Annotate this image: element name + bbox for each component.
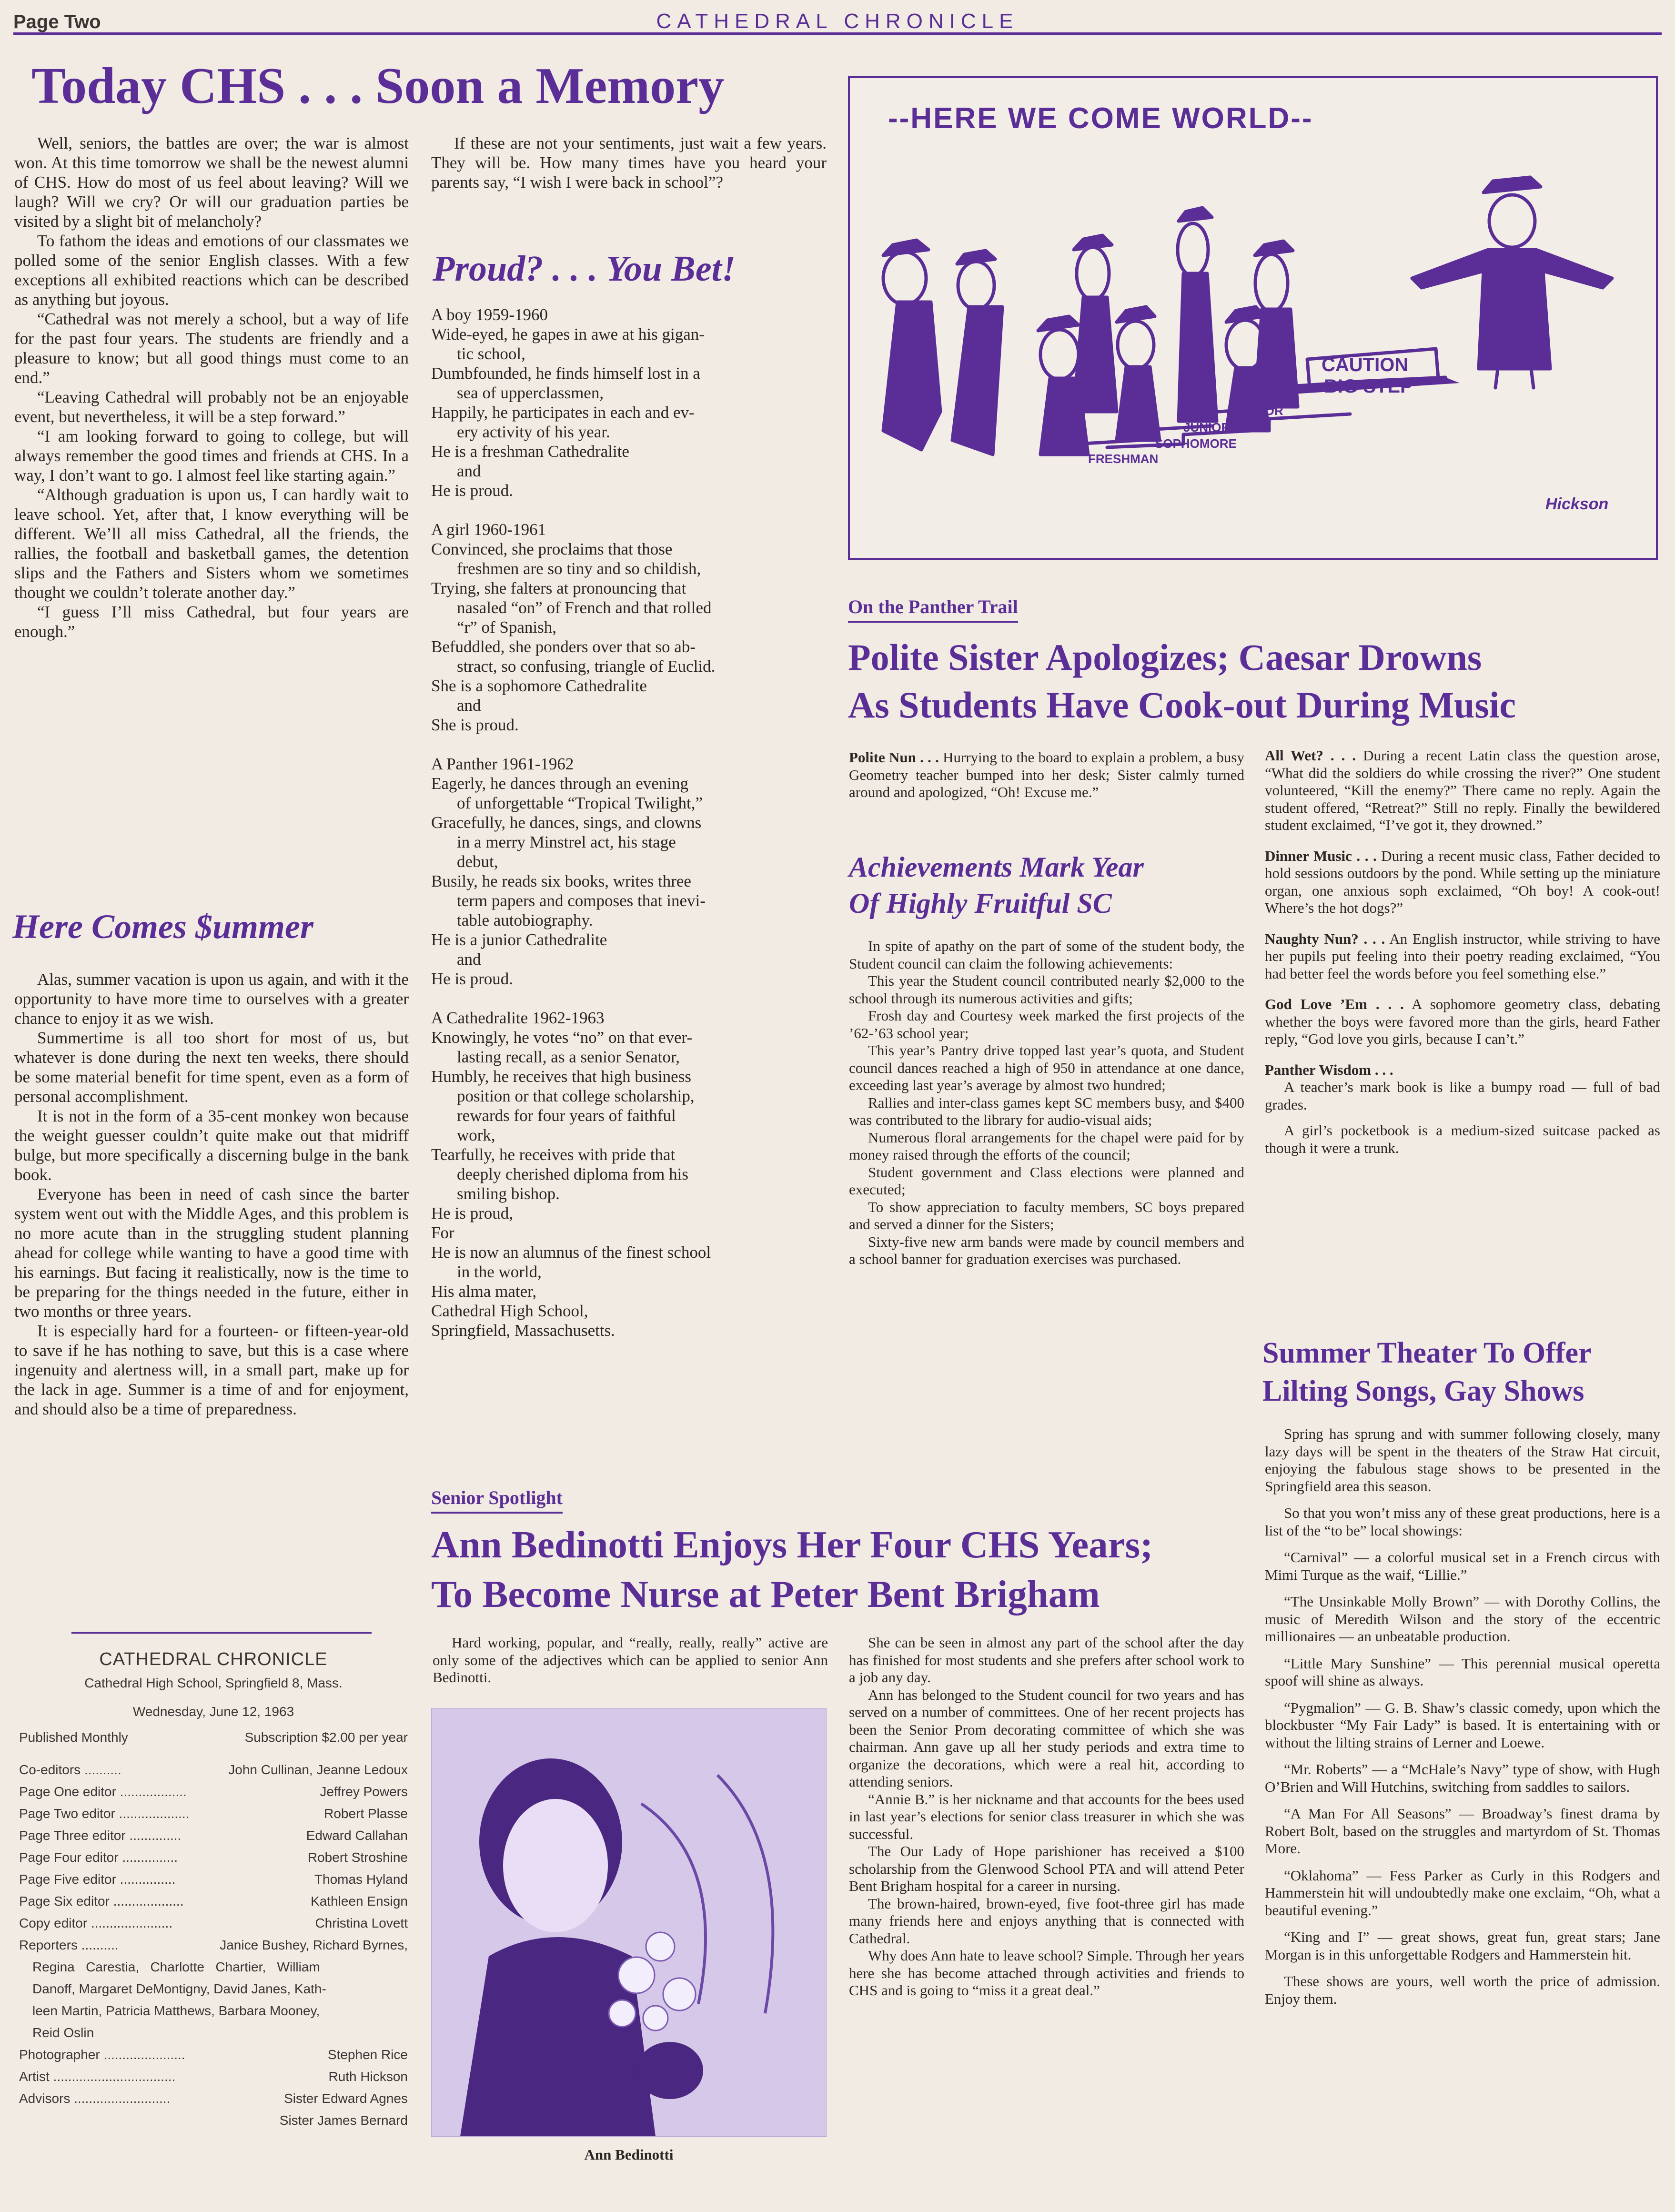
reporters-line: Janice Bushey, Richard Byrnes,: [220, 1938, 408, 1952]
staff-list: [19, 1759, 408, 1934]
poem-line: of unforgettable “Tropical Twilight,”: [457, 794, 703, 812]
stanza-heading: A boy 1959-1960: [431, 305, 548, 324]
poem-line: He is a freshman Cathedralite: [431, 442, 629, 461]
stanza-heading: A Panther 1961-1962: [431, 755, 574, 773]
panther-item-lead: All Wet? . . .: [1265, 747, 1356, 764]
masthead-pub-row: [19, 1727, 408, 1748]
advisor-second: Sister James Bernard: [279, 2113, 408, 2128]
panther-item-lead: Naughty Nun? . . .: [1265, 930, 1385, 947]
theater-paragraph: “Pygmalion” — G. B. Shaw’s classic comedy, upon which the blockbuster “My Fair Lady” is based. It is entertaining with or without the lilting strains of Lerner and Loewe.: [1265, 1699, 1660, 1751]
artist-signature: Hickson: [1545, 495, 1609, 513]
poem-line: smiling bishop.: [457, 1184, 560, 1203]
sc-article: [849, 938, 1244, 1268]
stanza-gap: [431, 989, 827, 1008]
poem-line: stract, so confusing, triangle of Euclid.: [457, 657, 716, 676]
staff-role: Copy editor ......................: [19, 1916, 173, 1930]
cartoon-panel: [848, 76, 1658, 560]
poem-line: rewards for four years of faithful: [457, 1106, 676, 1125]
staff-role: Advisors ..........................: [19, 2091, 171, 2106]
sc-headline: [849, 849, 1244, 921]
lead-paragraph: “I am looking forward to going to college, but will always remember the good times and friends at CHS. In a way, I don’t want to go. I almost feel like starting again.”: [14, 427, 409, 485]
panther-item-lead: Panther Wisdom . . .: [1265, 1061, 1393, 1078]
theater-paragraph: “Mr. Roberts” — a “McHale’s Navy” type of show, with Hugh O’Brien and Will Hutchins, switching from saddles to sailors.: [1265, 1761, 1660, 1795]
poem-line: work,: [457, 1126, 495, 1144]
step-freshman: FRESHMAN: [1088, 452, 1159, 466]
sc-paragraph: This year the Student council contributed nearly $2,000 to the school through its numerous activities and gifts;: [849, 972, 1244, 1007]
caution-sign: CAUTION: [1322, 354, 1409, 375]
reporters-label: Reporters ..........: [19, 1938, 119, 1952]
poem-line: table autobiography.: [457, 911, 593, 929]
panther-headline-line2: As Students Have Cook-out During Music: [848, 684, 1516, 726]
poem-line: debut,: [457, 852, 498, 871]
reporters-list: [19, 1956, 408, 2044]
poem-line: Convinced, she proclaims that those: [431, 540, 673, 558]
panther-headline: [848, 634, 1663, 729]
masthead: [19, 1648, 408, 2131]
poem-line: deeply cherished diploma from his: [457, 1165, 688, 1183]
staff-row: [19, 1912, 408, 1934]
masthead-subscription: Subscription $2.00 per year: [244, 1730, 408, 1745]
staff-row: [19, 1847, 408, 1869]
staff-name: Robert Plasse: [324, 1806, 408, 1821]
theater-paragraph: “A Man For All Seasons” — Broadway’s finest drama by Robert Bolt, based on the struggles and martyrdom of St. Thomas More.: [1265, 1805, 1660, 1857]
lead-paragraph: To fathom the ideas and emotions of our classmates we polled some of the senior English classes. With a few exceptions all exhibited reactions which can be described as anything but joyous.: [14, 232, 409, 309]
panther-item: [1265, 1061, 1660, 1079]
summer-article: [14, 970, 409, 1419]
cartoon-caption: --HERE WE COME WORLD--: [888, 102, 1313, 135]
staff-role: Photographer ......................: [19, 2047, 185, 2062]
spotlight-intro: [433, 1634, 828, 1687]
spotlight-kicker: Senior Spotlight: [431, 1486, 563, 1514]
panther-item-lead: Dinner Music . . .: [1265, 847, 1377, 864]
theater-headline-line2: Lilting Songs, Gay Shows: [1262, 1375, 1584, 1407]
theater-paragraph: “Oklahoma” — Fess Parker as Curly in this Rodgers and Hammerstein hit will undoubtedly make one exclaim, “Oh, what a beautiful evening.”: [1265, 1867, 1660, 1919]
panther-item-text: During a recent music class, Father decided to hold sessions outdoors by the pond. While setting up the miniature organ, one anxious soph exclaimed, “Oh boy! A cook-out! Where’s the hot dogs?”: [1265, 847, 1660, 916]
proud-headline: Proud? . . . You Bet!: [433, 249, 736, 289]
staff-row: [19, 1869, 408, 1890]
poem-line: sea of upperclassmen,: [457, 384, 604, 402]
panther-wisdom-line: A teacher’s mark book is like a bumpy road — full of bad grades.: [1265, 1079, 1660, 1113]
photo-caption: Ann Bedinotti: [584, 2146, 674, 2163]
poem-line: He is a junior Cathedralite: [431, 930, 607, 949]
theater-paragraph: These shows are yours, well worth the price of admission. Enjoy them.: [1265, 1973, 1660, 2007]
staff-name: Sister Edward Agnes: [284, 2091, 408, 2106]
panther-item-lead: Polite Nun . . .: [849, 749, 939, 766]
theater-paragraph: Spring has sprung and with summer following closely, many lazy days will be spent in the theaters of the Straw Hat circuit, enjoying the fabulous stage shows to be presented in the Springfield area this season.: [1265, 1425, 1660, 1495]
portrait-illustration: [432, 1708, 826, 2136]
masthead-name: CATHEDRAL CHRONICLE: [99, 1649, 328, 1669]
stanza-heading: A Cathedralite 1962-1963: [431, 1009, 605, 1027]
staff-row: [19, 2044, 408, 2066]
step-junior: JUNIOR: [1183, 420, 1231, 434]
summer-paragraph: Everyone has been in need of cash since the barter system went out with the Middle Ages, and this problem is no more acute than in the struggling student planning ahead for college while wanting to have a good time with his earnings. But facing it realistically, now is the time to be preparing for the things needed in the future, either in two months or three years.: [14, 1185, 409, 1321]
masthead-address: Cathedral High School, Springfield 8, Mass.: [84, 1676, 343, 1690]
staff-role: Page Four editor ...............: [19, 1850, 178, 1865]
masthead-rule: [71, 1632, 372, 1634]
lead-paragraph: If these are not your sentiments, just wait a few years. They will be. How many times have you heard your parents say, “I wish I were back in school”?: [431, 134, 827, 192]
sc-headline-line1: Achievements Mark Year: [849, 851, 1144, 883]
poem-line: “r” of Spanish,: [457, 618, 556, 636]
panther-left: [849, 749, 1244, 801]
staff-name: Christina Lovett: [315, 1916, 408, 1930]
poem-line: He is now an alumnus of the finest school: [431, 1243, 711, 1262]
staff-name: Ruth Hickson: [328, 2069, 408, 2084]
reporters-line: Danoff, Margaret DeMontigny, David Janes, Kath-: [32, 1981, 326, 1996]
poem-line: Happily, he participates in each and ev-: [431, 403, 695, 422]
poem-line: Trying, she falters at pronouncing that: [431, 579, 686, 597]
spotlight-paragraph: The brown-haired, brown-eyed, five foot-three girl has made many friends here and enjoys anything that is connected with Cathedral.: [849, 1895, 1244, 1947]
panther-item-text: During a recent Latin class the question arose, “What did the soldiers do while crossing the river?” One student volunteered, “Kill the enemy?” There came no reply. Again the student offered, “Retreat?” Still no reply. Finally the bewildered student exclaimed, “I’ve got it, they drowned.”: [1265, 747, 1660, 833]
spotlight-paragraph: Ann has belonged to the Student council for two years and has served on a number of committees. One of her recent projects has been the Senior Prom decorating committee of which she was chairman. Ann gave up all her study periods and extra time to organize the decorations, which were a real hit, according to attending seniors.: [849, 1686, 1244, 1790]
spotlight-intro-text: Hard working, popular, and “really, really, really” active are only some of the adjectives which can be applied to senior Ann Bedinotti.: [433, 1634, 828, 1686]
lead-paragraph: Well, seniors, the battles are over; the war is almost won. At this time tomorrow we shall be the newest alumni of CHS. How do most of us feel about leaving? Will we laugh? Will we cry? Or will our graduation parties be visited by a slight bit of melancholy?: [14, 134, 409, 231]
sc-headline-line2: Of Highly Fruitful SC: [849, 888, 1112, 919]
poem-line: freshmen are so tiny and so childish,: [457, 559, 701, 578]
poem-line: and: [457, 696, 481, 715]
poem-line: Humbly, he receives that high business: [431, 1067, 691, 1086]
poem-line: term papers and composes that inevi-: [457, 891, 706, 910]
theater-paragraph: “Little Mary Sunshine” — This perennial musical operetta spoof will shine as always.: [1265, 1655, 1660, 1689]
panther-kicker-wrap: [848, 596, 1018, 623]
summer-paragraph: It is especially hard for a fourteen- or fifteen-year-old to save if he has nothing to save, but this is a case where ingenuity and alertness will, in a small part, make up for the lack in age. Summer is a time of and for enjoyment, and should also be a time of preparedness.: [14, 1322, 409, 1418]
staff-role: Page Two editor ...................: [19, 1806, 190, 1821]
page-number: Page Two: [13, 11, 101, 32]
step-sophomore: SOPHOMORE: [1155, 436, 1237, 451]
sc-paragraph: To show appreciation to faculty members, SC boys prepared and served a dinner for the Sisters;: [849, 1198, 1244, 1232]
poem-line: Busily, he reads six books, writes three: [431, 872, 691, 890]
summer-paragraph: Summertime is all too short for most of us, but whatever is done during the next ten weeks, there should be some material benefit for time spent, even as a form of personal accomplishment.: [14, 1029, 409, 1106]
cartoon-illustration: [850, 78, 1656, 558]
theater-paragraph: “The Unsinkable Molly Brown” — with Dorothy Collins, the music of Meredith Wilson and the story of the eccentric millionaires — an unbeatable production.: [1265, 1593, 1660, 1645]
theater-headline: [1262, 1334, 1663, 1410]
sc-paragraph: Student government and Class elections were planned and executed;: [849, 1163, 1244, 1198]
spotlight-paragraph: “Annie B.” is her nickname and that accounts for the bees used in last year’s elections for senior class treasurer in which she was successful.: [849, 1790, 1244, 1842]
theater-headline-line1: Summer Theater To Offer: [1262, 1337, 1592, 1369]
staff-role: Page One editor ..................: [19, 1784, 187, 1799]
poem-line: ery activity of his year.: [457, 423, 610, 441]
masthead-published: Published Monthly: [19, 1730, 128, 1745]
panther-item: [1265, 930, 1660, 983]
panther-wisdom-line: A girl’s pocketbook is a medium-sized suitcase packed as though it were a trunk.: [1265, 1122, 1660, 1156]
poem-line: He is proud.: [431, 481, 514, 500]
newspaper-name: CATHEDRAL CHRONICLE: [656, 10, 1019, 33]
reporters-row: [19, 1934, 408, 1956]
sc-paragraph: Sixty-five new arm bands were made by council members and a school banner for graduation exercises was purchased.: [849, 1233, 1244, 1267]
spotlight-headline: [431, 1520, 1251, 1619]
spotlight-article: [849, 1634, 1244, 2000]
poem-line: Cathedral High School,: [431, 1302, 588, 1320]
reporters-line: Reid Oslin: [32, 2025, 94, 2040]
lead-headline: Today CHS . . . Soon a Memory: [31, 58, 725, 114]
panther-item: [849, 749, 1244, 801]
poem-line: For: [431, 1223, 454, 1242]
poem-line: tic school,: [457, 344, 525, 363]
poem-line: He is proud,: [431, 1204, 514, 1222]
staff-name: Kathleen Ensign: [311, 1894, 408, 1909]
panther-item: [1265, 747, 1660, 834]
staff-name: Stephen Rice: [327, 2047, 408, 2062]
poem-line: Eagerly, he dances through an evening: [431, 774, 689, 793]
stanza-gap: [431, 500, 827, 520]
page-header: [13, 9, 1662, 35]
poem-line: lasting recall, as a senior Senator,: [457, 1048, 680, 1066]
panther-item-text: Hurrying to the board to explain a problem, a busy Geometry teacher bumped into her desk; Sister calmly turned around and apologized, “Oh! Excuse me.”: [849, 749, 1244, 800]
theater-article: [1265, 1425, 1660, 2008]
panther-item-text: An English instructor, while striving to have her pupils put feeling into their poetry reading exclaimed, “You had better feel the words before you feel something else.”: [1265, 930, 1661, 982]
poem-line: nasaled “on” of French and that rolled: [457, 598, 712, 617]
staff-name: John Cullinan, Jeanne Ledoux: [228, 1762, 408, 1777]
spotlight-headline-line1: Ann Bedinotti Enjoys Her Four CHS Years;: [431, 1523, 1153, 1566]
summer-headline: Here Comes $ummer: [12, 908, 313, 946]
sc-paragraph: This year’s Pantry drive topped last year’s quota, and Student council dances reached a high of 950 in attendance at one dance, exceeding last year’s average by almost two hundred;: [849, 1042, 1244, 1093]
poem-line: position or that college scholarship,: [457, 1087, 695, 1105]
staff-name: Thomas Hyland: [314, 1872, 408, 1887]
poem-line: Dumbfounded, he finds himself lost in a: [431, 364, 700, 383]
panther-item: [1265, 848, 1660, 917]
poem-line: and: [457, 950, 481, 969]
spotlight-kicker-wrap: [431, 1486, 563, 1514]
poem-line: She is proud.: [431, 716, 519, 734]
sc-paragraph: Rallies and inter-class games kept SC members busy, and $400 was contributed to the library for audio-visual aids;: [849, 1094, 1244, 1128]
poem-line: Springfield, Massachusetts.: [431, 1321, 615, 1340]
reporters-line: leen Martin, Patricia Matthews, Barbara Mooney,: [32, 2003, 320, 2018]
staff-row: [19, 2066, 408, 2088]
staff-role: Artist .................................: [19, 2069, 176, 2084]
big-step-sign: BIG STEP: [1324, 376, 1413, 397]
staff-name: Robert Stroshine: [307, 1850, 408, 1865]
lead-article-col1: [14, 133, 409, 641]
poem-line: Wide-eyed, he gapes in awe at his gigan-: [431, 325, 705, 343]
staff-row: [19, 1781, 408, 1803]
poem-line: His alma mater,: [431, 1282, 537, 1301]
poem-line: in a merry Minstrel act, his stage: [457, 833, 676, 851]
ann-bedinotti-photo: [431, 1708, 827, 2137]
spotlight-paragraph: She can be seen in almost any part of the school after the day has finished for most students and she prefers after school work to a job any day.: [849, 1634, 1244, 1686]
poem-line: in the world,: [457, 1263, 542, 1281]
sc-paragraph: In spite of apathy on the part of some of the student body, the Student council can claim the following achievements:: [849, 938, 1244, 972]
poem-line: Gracefully, he dances, sings, and clowns: [431, 813, 702, 832]
step-senior: SENIOR: [1236, 404, 1283, 418]
staff-row: [19, 1759, 408, 1781]
panther-item: [1265, 996, 1660, 1048]
summer-paragraph: It is not in the form of a 35-cent monkey won because the weight guesser couldn’t quite make out that midriff bulge, but more specifically a discerning bulge in the bank book.: [14, 1107, 409, 1184]
stanza-heading: A girl 1960-1961: [431, 520, 546, 539]
poem-line: Knowingly, he votes “no” on that ever-: [431, 1028, 693, 1047]
staff-name: Edward Callahan: [306, 1828, 408, 1843]
spotlight-paragraph: The Our Lady of Hope parishioner has received a $100 scholarship from the Glenwood School PTA and will attend Peter Bent Brigham hospital for a career in nursing.: [849, 1843, 1244, 1894]
staff-role: Page Three editor ..............: [19, 1828, 182, 1843]
panther-right: [1265, 747, 1660, 1157]
staff-role: Page Five editor ...............: [19, 1872, 176, 1887]
panther-item-lead: God Love ’Em . . .: [1265, 996, 1404, 1012]
theater-paragraph: “King and I” — great shows, great fun, great stars; Jane Morgan is in this unforgettable Rodgers and Hammerstein hit.: [1265, 1929, 1660, 1963]
poem-line: She is a sophomore Cathedralite: [431, 677, 647, 695]
lead-paragraph: “I guess I’ll miss Cathedral, but four years are enough.”: [14, 603, 409, 641]
spotlight-headline-line2: To Become Nurse at Peter Bent Brigham: [431, 1573, 1100, 1616]
staff-row: [19, 2088, 408, 2110]
staff-list-2: [19, 2044, 408, 2110]
staff-role: Co-editors ..........: [19, 1762, 121, 1777]
summer-paragraph: Alas, summer vacation is upon us again, and with it the opportunity to have more time to ourselves with a greater chance to enjoy it as we wish.: [14, 970, 409, 1028]
staff-row: [19, 1890, 408, 1912]
masthead-date: Wednesday, June 12, 1963: [132, 1704, 294, 1719]
panther-kicker: On the Panther Trail: [848, 596, 1018, 623]
proud-poem: [431, 305, 827, 1340]
poem-line: He is proud.: [431, 970, 514, 988]
lead-paragraph: “Leaving Cathedral will probably not be an enjoyable event, but nevertheless, it will be a step forward.”: [14, 388, 409, 426]
poem-line: Befuddled, she ponders over that so ab-: [431, 637, 696, 656]
stanza-gap: [431, 735, 827, 754]
staff-name: Jeffrey Powers: [320, 1784, 408, 1799]
poem-line: Tearfully, he receives with pride that: [431, 1145, 676, 1164]
panther-headline-line1: Polite Sister Apologizes; Caesar Drowns: [848, 636, 1482, 678]
staff-role: Page Six editor ...................: [19, 1894, 184, 1909]
panther-item-text: A sophomore geometry class, debating whether the boys were favored more than the girls, heard Father reply, “God love you girls, because I can’t.”: [1265, 996, 1660, 1047]
poem-line: and: [457, 462, 481, 480]
sc-paragraph: Frosh day and Courtesy week marked the first projects of the ’62-’63 school year;: [849, 1007, 1244, 1041]
theater-paragraph: “Carnival” — a colorful musical set in a French circus with Mimi Turque as the waif, “Lillie.”: [1265, 1549, 1660, 1583]
sc-paragraph: Numerous floral arrangements for the chapel were paid for by money raised through the efforts of the council;: [849, 1129, 1244, 1163]
lead-paragraph: “Although graduation is upon us, I can hardly wait to leave school. Yet, after that, I know everything will be different. We’ll all miss Cathedral, all the friends, the rallies, the football and basketball games, the detention slips and the Fathers and Sisters whom we sometimes thought we couldn’t tolerate another day.”: [14, 485, 409, 602]
theater-paragraph: So that you won’t miss any of these great productions, here is a list of the “to be” local showings:: [1265, 1505, 1660, 1539]
reporters-line: Regina Carestia, Charlotte Chartier, William: [32, 1959, 320, 1974]
lead-article-col2: [431, 133, 827, 192]
lead-paragraph: “Cathedral was not merely a school, but a way of life for the past four years. The students are friendly and a pleasure to know; but all good things must come to an end.”: [14, 310, 409, 387]
staff-row: [19, 1825, 408, 1847]
staff-row: [19, 1803, 408, 1825]
spotlight-paragraph: Why does Ann hate to leave school? Simple. Through her years here she has become attached through activities and friends to CHS and is going to “miss it a great deal.”: [849, 1947, 1244, 1999]
